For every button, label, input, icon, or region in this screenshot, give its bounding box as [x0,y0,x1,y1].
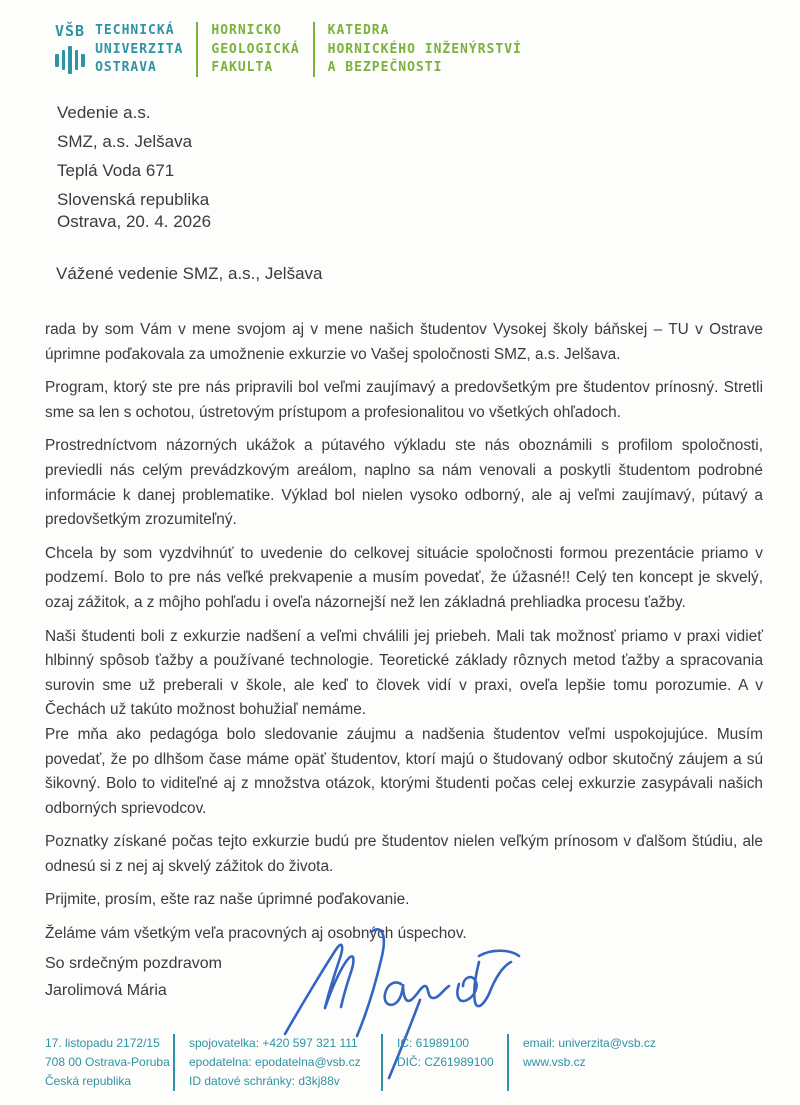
paragraph: Poznatky získané počas tejto exkurzie budú pre študentov nielen veľkým prínosom v ďalšom štúdiu, ale odnesú si z nej aj skvelý zážitok do života. [45,833,763,875]
faculty-line: HORNICKO [211,23,282,38]
footer-line: epodatelna: epodatelna@vsb.cz [189,1055,361,1069]
university-line: UNIVERZITA [95,41,184,57]
soundbars-icon [55,44,85,76]
signer-name: Jarolimová Mária [45,982,167,999]
recipient-line: Vedenie a.s. [57,103,151,122]
university-line: OSTRAVA [95,60,157,75]
paragraph: Prijmite, prosím, ešte raz naše úprimné poďakovanie. [45,891,410,909]
footer-contact [175,1034,381,1091]
department-line: HORNICKÉHO INŽENÝRSTVÍ [327,41,522,57]
footer [45,1034,656,1091]
paragraph: Naši študenti boli z exkurzie nadšení a veľmi chválili jej priebeh. Mali tak možnosť priamo v praxi vidieť hlbinný spôsob ťažby a používané technologie. Teoretické základy rôznych metod ťažby a spracovania surovin sme už preberali v škole, ale keď to človek vidí v praxi, oveľa lepšie tomu porozumie. A v Čechách už takúto možnost bohužiaľ nemáme. [45,627,763,719]
footer-line: 17. listopadu 2172/15 [45,1036,160,1050]
university-line: TECHNICKÁ [95,23,175,38]
footer-line: ID datové schránky: d3kj88v [189,1074,340,1088]
department-line: KATEDRA [327,23,390,38]
letter-body [45,318,763,956]
paragraph: Chcela by som vyzdvihnúť to uvedenie do celkovej situácie spoločnosti formou prezentácie priamo v podzemí. Bolo to pre nás veľké prekvapenie a musím povedať, že úžasné!! Celý ten koncept je skvelý, ozaj zážitok, a z môjho pohľadu i oveľa názornejší než len základná prehliadka procesu ťažby. [45,544,763,611]
footer-online [509,1034,656,1072]
footer-line: email: univerzita@vsb.cz [523,1036,656,1050]
department-line: A BEZPEČNOSTI [327,60,443,75]
paragraph: Pre mňa ako pedagóga bolo sledovanie záujmu a nadšenia študentov veľmi uspokojujúce. Musím povedať, že po dlhšom čase máme opäť študentov, ktorí majú o študovaný odbor skutočný záujem a sú šikovný. Bolo to viditeľné aj z množstva otázok, ktorými študenti počas celej exkurzie zasypávali našich odborných sprievodcov. [45,725,763,817]
department-name [328,22,522,78]
header-divider [313,22,315,77]
footer-line: www.vsb.cz [523,1055,586,1069]
faculty-line: GEOLOGICKÁ [211,41,300,57]
recipient-address [57,98,209,214]
paragraph: rada by som Vám v mene svojom aj v mene našich študentov Vysokej školy báňskej – TU v Ostrave úprimne poďakovala za umožnenie exkurzie vo Vašej spoločnosti SMZ, a.s. Jelšava. [45,321,763,363]
faculty-name [211,22,299,78]
recipient-line: Teplá Voda 671 [57,161,175,180]
vsb-acronym: VŠB [55,22,86,40]
university-name [95,22,183,78]
footer-address [45,1034,173,1091]
footer-line: 708 00 Ostrava-Poruba [45,1055,170,1069]
footer-line: spojovatelka: +420 597 321 111 [189,1036,358,1050]
footer-registration [383,1034,507,1072]
footer-line: Česká republika [45,1074,132,1088]
dateline: Ostrava, 20. 4. 2026 [57,212,212,231]
salutation: Vážené vedenie SMZ, a.s., Jelšava [56,264,323,283]
header-divider [196,22,198,77]
paragraph: Prostredníctvom názorných ukážok a pútavého výkladu ste nás oboznámili s profilom spoločnosti, previedli nás celým prevádzkovým areálom, naplno sa nám venovali a poskytli študentom podrobné informácie k danej problematike. Výklad bol nielen vysoko odborný, ale aj veľmi zaujímavý, pútavý a predovšetkým zrozumiteľný. [45,437,763,529]
closing-regards: So srdečným pozdravom [45,955,222,972]
paragraph: Program, ktorý ste pre nás pripravili bol veľmi zaujímavý a predovšetkým pre študentov prínosný. Stretli sme sa len s ochotou, ústretovým prístupom a profesionalitou vo všetkých ohľadoch. [45,379,763,421]
paragraph: Želáme vám všetkým veľa pracovných aj osobných úspechov. [45,925,467,943]
letterhead [55,22,522,78]
faculty-line: FAKULTA [211,60,274,75]
recipient-line: SMZ, a.s. Jelšava [57,132,193,151]
vsb-logo [55,22,85,76]
footer-line: IČ: 61989100 [397,1036,470,1050]
closing-block [45,950,222,1004]
recipient-line: Slovenská republika [57,190,210,209]
footer-line: DIČ: CZ61989100 [397,1055,494,1069]
